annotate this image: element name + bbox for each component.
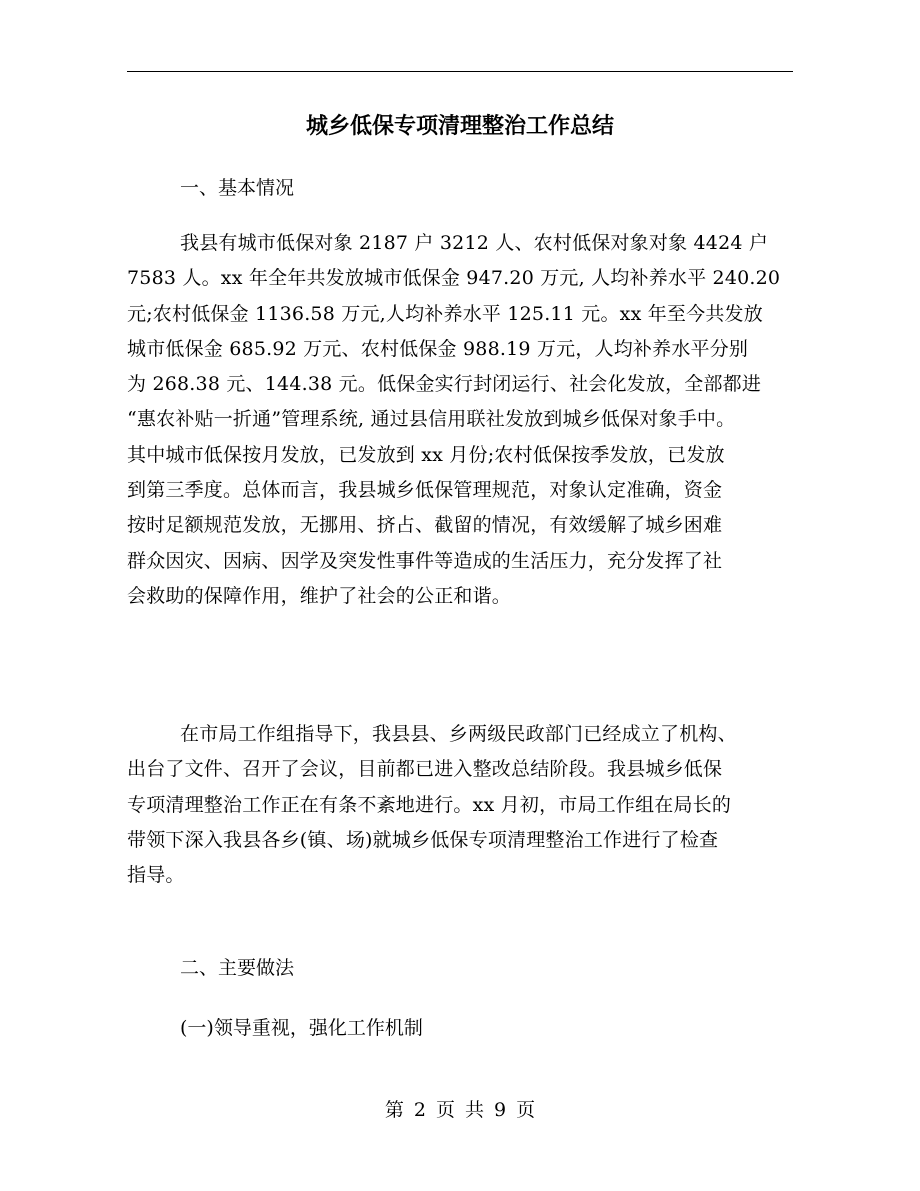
paragraph-line: 会救助的保障作用，维护了社会的公正和谐。 [127,584,512,607]
paragraph-line: 按时足额规范发放，无挪用、挤占、截留的情况，有效缓解了城乡困难 [127,514,723,537]
document-title: 城乡低保专项清理整治工作总结 [305,113,614,139]
paragraph-line: 7583 人。xx 年全年共发放城市低保金 947.20 万元, 人均补养水平 240.20 [127,267,781,290]
paragraph-line: “惠农补贴一折通”管理系统, 通过县信用联社发放到城乡低保对象手中。 [127,408,736,431]
paragraph-basic-situation [127,226,793,614]
paragraph-line: 为 268.38 元、144.38 元。低保金实行封闭运行、社会化发放，全部都进 [127,373,762,396]
paragraph-line: 其中城市低保按月发放，已发放到 xx 月份;农村低保按季发放，已发放 [127,443,725,466]
subsection-heading-leadership: (一)领导重视，强化工作机制 [180,1017,423,1039]
paragraph-line: 群众因灾、因病、因学及突发性事件等造成的生活压力，充分发挥了社 [127,549,723,572]
header-rule [127,71,793,72]
paragraph-line: 专项清理整治工作正在有条不紊地进行。xx 月初，市局工作组在局长的 [127,793,732,816]
page-number: 第 2 页 共 9 页 [384,1099,536,1121]
paragraph-line: 元;农村低保金 1136.58 万元,人均补养水平 125.11 元。xx 年至今共发放 [127,302,763,325]
paragraph-line: 在市局工作组指导下，我县县、乡两级民政部门已经成立了机构、 [180,723,737,745]
section-heading-basic: 一、基本情况 [180,177,295,199]
paragraph-line: 出台了文件、召开了会议，目前都已进入整改总结阶段。我县城乡低保 [127,758,723,781]
paragraph-work-progress [127,717,793,893]
paragraph-line: 指导。 [127,864,185,887]
paragraph-line: 城市低保金 685.92 万元、农村低保金 988.19 万元，人均补养水平分别 [127,337,749,360]
paragraph-line: 我县有城市低保对象 2187 户 3212 人、农村低保对象对象 4424 户 [180,232,769,254]
section-heading-main-practices: 二、主要做法 [180,957,295,979]
paragraph-line: 到第三季度。总体而言，我县城乡低保管理规范，对象认定准确，资金 [127,479,723,502]
paragraph-line: 带领下深入我县各乡(镇、场)就城乡低保专项清理整治工作进行了检查 [127,828,719,851]
